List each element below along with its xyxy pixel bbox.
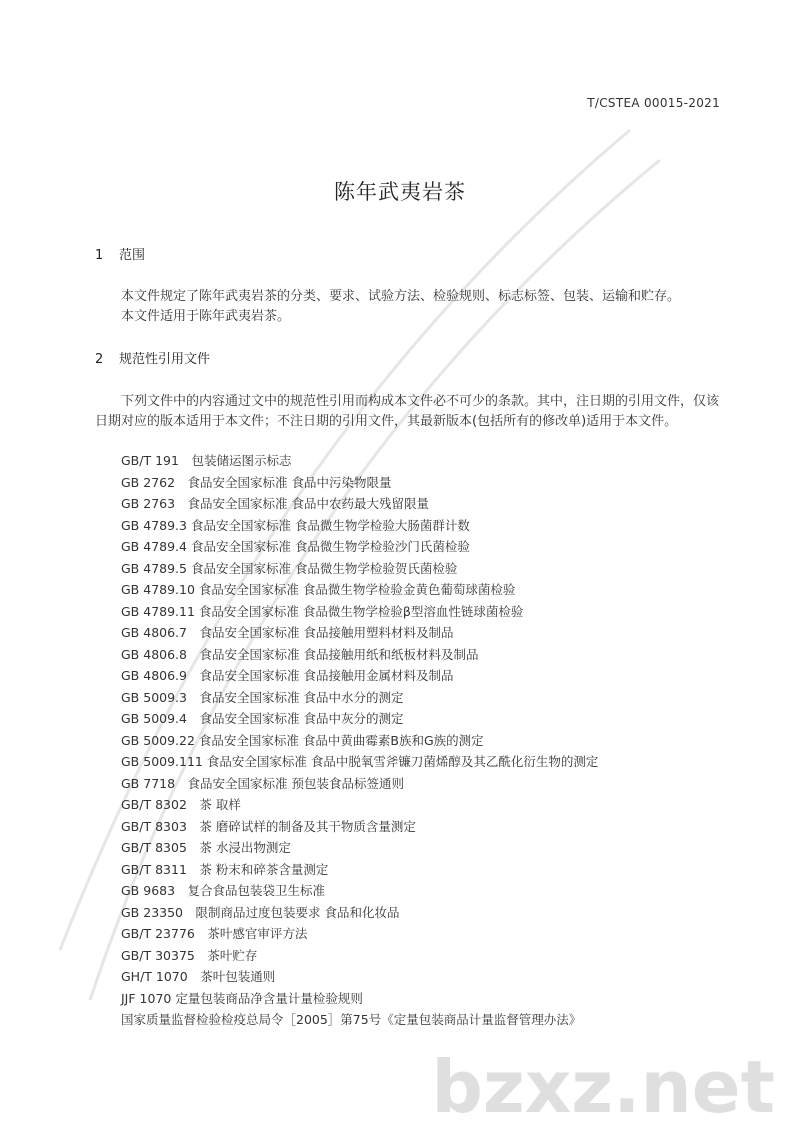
reference-item: GB 7718 食品安全国家标准 预包装食品标签通则 <box>121 775 405 791</box>
section-1-heading <box>95 244 145 263</box>
section-number: 1 <box>95 248 104 263</box>
watermark-site-text: bzxz.net <box>431 1045 775 1129</box>
reference-item: GB 9683 复合食品包装袋卫生标准 <box>121 883 326 898</box>
section-2-intro-paragraph: 下列文件中的内容通过文中的规范性引用而构成本文件必不可少的条款。其中，注日期的引用文件，仅该日期对应的版本适用于本文件；不注日期的引用文件，其最新版本(包括所有的修改单)适用于本文件。 <box>95 394 720 429</box>
reference-item: GB 5009.3 食品安全国家标准 食品中水分的测定 <box>121 689 404 705</box>
document-code: T/CSTEA 00015-2021 <box>587 96 720 110</box>
section-2-heading <box>95 348 210 367</box>
section-number: 2 <box>95 352 104 367</box>
reference-item: GB 4789.5 食品安全国家标准 食品微生物学检验贺氏菌检验 <box>121 560 458 576</box>
reference-item: GB/T 23776 茶叶感官审评方法 <box>121 926 308 941</box>
section-1-paragraph-1: 本文件规定了陈年武夷岩茶的分类、要求、试验方法、检验规则、标志标签、包装、运输和贮存。 <box>121 289 681 304</box>
document-title: 陈年武夷岩茶 <box>334 180 466 204</box>
section-title: 规范性引用文件 <box>119 352 211 367</box>
reference-item: GB 5009.4 食品安全国家标准 食品中灰分的测定 <box>121 711 404 726</box>
reference-item: GB/T 8303 茶 磨碎试样的制备及其干物质含量测定 <box>121 818 416 834</box>
reference-item: GB/T 8311 茶 粉末和碎茶含量测定 <box>121 861 329 877</box>
reference-item: GH/T 1070 茶叶包装通则 <box>121 969 276 984</box>
reference-item: GB 2762 食品安全国家标准 食品中污染物限量 <box>121 474 392 490</box>
reference-item: GB 2763 食品安全国家标准 食品中农药最大残留限量 <box>121 496 430 511</box>
reference-item: GB 4789.3 食品安全国家标准 食品微生物学检验大肠菌群计数 <box>121 517 470 533</box>
reference-item: GB 4806.7 食品安全国家标准 食品接触用塑料材料及制品 <box>121 625 454 640</box>
normative-references-list <box>121 450 598 1031</box>
reference-item: GB 23350 限制商品过度包装要求 食品和化妆品 <box>121 904 400 920</box>
reference-item: GB/T 8302 茶 取样 <box>121 797 241 812</box>
section-title: 范围 <box>119 248 146 263</box>
reference-item: GB 5009.111 食品安全国家标准 食品中脱氧雪斧镰刀菌烯醇及其乙酰化衍生物的测定 <box>121 754 599 769</box>
reference-item: GB 5009.22 食品安全国家标准 食品中黄曲霉素B族和G族的测定 <box>121 732 484 748</box>
reference-item: GB/T 8305 茶 水浸出物测定 <box>121 840 291 855</box>
reference-item: GB/T 30375 茶叶贮存 <box>121 947 258 963</box>
reference-item: GB 4789.10 食品安全国家标准 食品微生物学检验金黄色葡萄球菌检验 <box>121 582 516 597</box>
section-1-paragraph-2: 本文件适用于陈年武夷岩茶。 <box>121 309 291 324</box>
reference-item: 国家质量监督检验检疫总局令［2005］第75号《定量包装商品计量监督管理办法》 <box>121 1012 582 1027</box>
reference-item: JJF 1070 定量包装商品净含量计量检验规则 <box>121 990 363 1006</box>
reference-item: GB 4789.4 食品安全国家标准 食品微生物学检验沙门氏菌检验 <box>121 539 470 554</box>
reference-item: GB 4806.9 食品安全国家标准 食品接触用金属材料及制品 <box>121 668 454 683</box>
reference-item: GB 4789.11 食品安全国家标准 食品微生物学检验β型溶血性链球菌检验 <box>121 603 524 619</box>
reference-item: GB/T 191 包装储运图示标志 <box>121 453 292 468</box>
reference-item: GB 4806.8 食品安全国家标准 食品接触用纸和纸板材料及制品 <box>121 646 479 662</box>
